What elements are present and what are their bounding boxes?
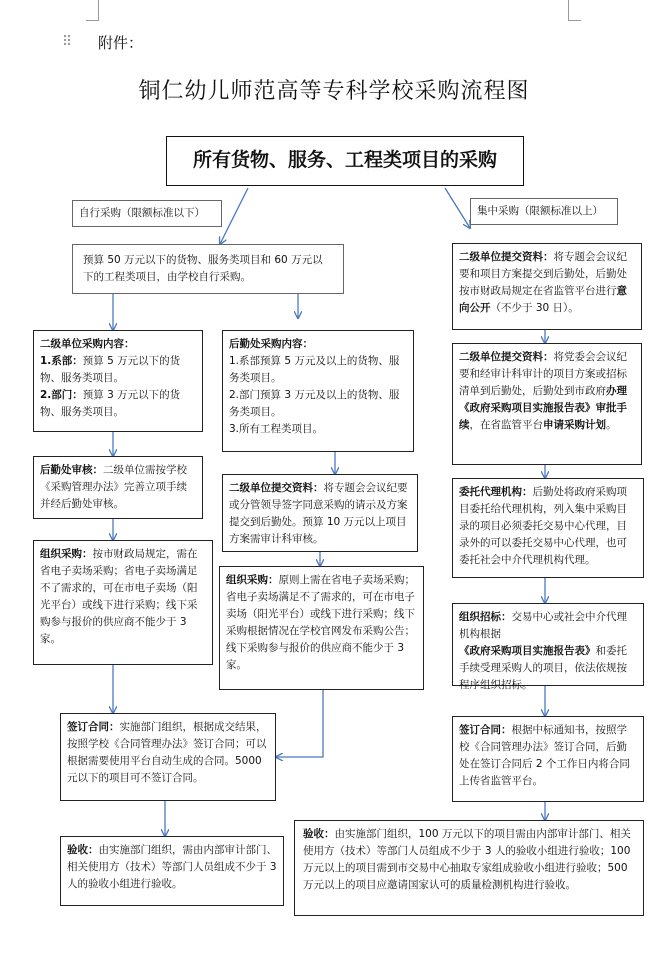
right-submit-materials-box-1: 二级单位提交资料：将专题会会议纪要和项目方案提交到后勤处，后勤处按市财政局规定在省监管平台进行意向公开（不少于 30 日）。 [452,243,642,330]
left-organize-procurement-box: 组织采购：按市财政局规定，需在省电子卖场采购；省电子卖场满足不了需求的，可在市电子卖场（阳光平台）或线下进行采购；线下采购参与报价的供应商不能少于 3 家。 [33,540,213,665]
middle-organize-procurement-box: 组织采购：原则上需在省电子卖场采购；省电子卖场满足不了需求的，可在市电子卖场（阳光平台）或线下进行采购；线下采购根据情况在学校官网发布采购公告；线下采购参与报价的供应商不能少于 3 家。 [219,566,424,690]
middle-acceptance-box: 验收：由实施部门组织，需由内部审计部门、相关使用方（技术）等部门人员组成不少于 3 人的验收小组进行验收。 [60,836,284,906]
central-procurement-label: 集中采购（限额标准以上） [470,198,618,225]
right-submit-materials-box-2: 二级单位提交资料：将党委会会议纪要和经审计科审计的项目方案或招标清单到后勤处，后勤处到市政府办理《政府采购项目实施报告表》审批手续，在省监管平台申请采购计划。 [452,343,642,465]
logistics-review-box: 后勤处审核：二级单位需按学校《采购管理办法》完善立项手续并经后勤处审核。 [33,456,203,519]
middle-submit-materials-box: 二级单位提交资料：将专题会会议纪要或分管领导签字同意采购的请示及方案提交到后勤处。预算 10 万元以上项目方案需审计科审核。 [222,474,418,552]
page-title: 铜仁幼儿师范高等专科学校采购流程图 [138,79,530,104]
drag-handle-icon[interactable]: ⠿ [62,34,71,50]
right-contract-box: 签订合同：根据中标通知书，按照学校《合同管理办法》签订合同，后勤处在签订合同后 2 个工作日内将合同上传省监管平台。 [452,716,644,802]
attachment-label: 附件： [98,34,144,52]
second-level-content-box: 二级单位采购内容： 1.系部：预算 5 万元以下的货物、服务类项目。 2.部门：预算 3 万元以下的货物、服务类项目。 [33,330,203,432]
logistics-content-box: 后勤处采购内容： 1.系部预算 5 万元及以上的货物、服务类项目。 2.部门预算 3 万元及以上的货物、服务类项目。 3.所有工程类项目。 [222,330,414,452]
right-tender-box: 组织招标：交易中心或社会中介代理机构根据《政府采购项目实施报告表》和委托手续受理采购人的项目，依法依规按程序组织招标。 [452,603,644,686]
self-procurement-intro-box: 预算 50 万元以下的货物、服务类项目和 60 万元以下的工程类项目，由学校自行采购。 [72,244,344,294]
arrow-mid-organize-to-contract [276,690,323,757]
right-agency-box: 委托代理机构：后勤处将政府采购项目委托给代理机构，列入集中采购目录的项目必须委托交易中心代理，目录外的可以委托交易中心代理，也可委托社会中介代理机构代理。 [452,478,644,578]
middle-contract-box: 签订合同：实施部门组织，根据成交结果，按照学校《合同管理办法》签订合同；可以根据需要使用平台自动生成的合同。5000 元以下的项目可不签订合同。 [60,713,276,801]
arrow-top-to-right [445,188,470,228]
self-procurement-label: 自行采购（限额标准以下） [72,200,222,227]
arrow-top-to-left [220,188,248,244]
top-box-all-procurement: 所有货物、服务、工程类项目的采购 [166,136,524,186]
right-acceptance-box: 验收：由实施部门组织，100 万元以下的项目需由内部审计部门、相关使用方（技术）等部门人员组成不少于 3 人的验收小组进行验收；100 万元以上的项目需到市交易中心抽取专家组成验收小组进行验收；500 万元以上的项目应邀请国家认可的质量检测机构进行验收。 [294,820,644,916]
